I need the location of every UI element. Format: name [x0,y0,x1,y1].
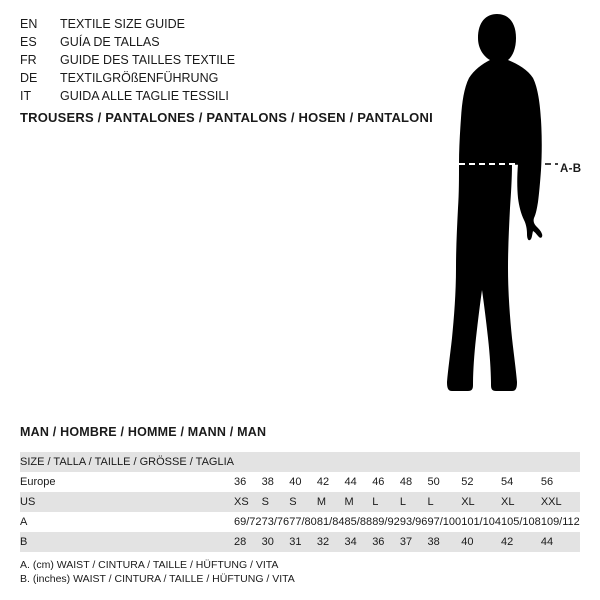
cell: 48 [399,476,413,488]
language-title: TEXTILGRÖßENFÜHRUNG [60,71,219,85]
cell [372,452,400,472]
table-row [20,532,580,552]
row-label: US [20,496,36,508]
row-label: SIZE / TALLA / TAILLE / GRÖSSE / TAGLIA [20,456,234,468]
cell: 56 [540,476,554,488]
cell: 97/100 [427,516,462,528]
table-row [20,512,580,532]
language-title: GUIDE DES TAILLES TEXTILE [60,53,236,67]
language-code: FR [20,53,37,67]
size-table [20,452,580,552]
cell: L [372,496,379,508]
cell: 44 [344,476,357,488]
cell: 69/72 [233,516,262,528]
silhouette-icon [400,8,600,408]
cell: 37 [399,536,413,548]
cell: XL [461,496,475,508]
language-row [20,15,400,33]
cell: 40 [461,536,474,548]
cell: L [399,496,406,508]
cell [289,452,317,472]
cell: 105/108 [501,516,541,528]
cell: 52 [461,476,474,488]
language-code: DE [20,71,38,85]
table-row [20,452,580,472]
row-label: B [20,536,28,548]
cell: 54 [501,476,514,488]
row-label: A [20,516,28,528]
footnote-a: A. (cm) WAIST / CINTURA / TAILLE / HÜFTUNG / VITA [20,559,279,571]
body-silhouette-figure [400,8,600,408]
cell [461,452,501,472]
cell: 77/80 [289,516,317,528]
cell: 89/92 [372,516,400,528]
language-row [20,87,400,105]
cell: M [344,496,354,508]
measurement-label-ab: A-B [560,163,582,175]
cell: 36 [372,536,385,548]
cell: 50 [427,476,440,488]
cell: 30 [261,536,274,548]
cell [541,452,580,472]
cell: XXL [540,496,562,508]
cell: 31 [289,536,302,548]
cell: L [427,496,434,508]
section-title: TROUSERS / PANTALONES / PANTALONS / HOSEN / PANTALONI [20,110,433,125]
language-code: ES [20,35,37,49]
cell: 32 [316,536,330,548]
cell: 85/88 [344,516,373,528]
language-row [20,33,400,51]
cell: S [261,496,269,508]
cell [317,452,345,472]
cell: 42 [501,536,514,548]
cell [427,452,461,472]
row-label: Europe [20,476,56,488]
cell: 93/96 [399,516,428,528]
cell: M [316,496,327,508]
cell [400,452,428,472]
cell: S [289,496,297,508]
cell: 42 [316,476,330,488]
footnote-b: B. (inches) WAIST / CINTURA / TAILLE / HÜFTUNG / VITA [20,573,295,585]
cell: 34 [344,536,357,548]
language-row [20,51,400,69]
table-row [20,472,580,492]
cell [234,452,262,472]
cell: 73/76 [261,516,290,528]
language-row [20,69,400,87]
cell: 101/104 [461,516,501,528]
cell: 28 [233,536,247,548]
cell [345,452,373,472]
cell: 38 [427,536,440,548]
cell [501,452,541,472]
cell: 46 [372,476,385,488]
language-title: GUÍA DE TALLAS [60,35,160,49]
cell: 36 [233,476,247,488]
cell: 44 [540,536,554,548]
footnotes [20,558,295,586]
cell: XS [233,496,249,508]
language-code: IT [20,89,32,103]
language-title: GUIDA ALLE TAGLIE TESSILI [60,89,229,103]
cell: 109/112 [540,516,580,528]
cell [262,452,290,472]
cell: 81/84 [316,516,345,528]
table-row [20,492,580,512]
cell: XL [501,496,515,508]
cell: 38 [261,476,274,488]
language-code: EN [20,17,38,31]
language-title: TEXTILE SIZE GUIDE [60,17,186,31]
language-title-list [20,15,400,105]
cell: 40 [289,476,302,488]
table-heading: MAN / HOMBRE / HOMME / MANN / MAN [20,425,267,439]
